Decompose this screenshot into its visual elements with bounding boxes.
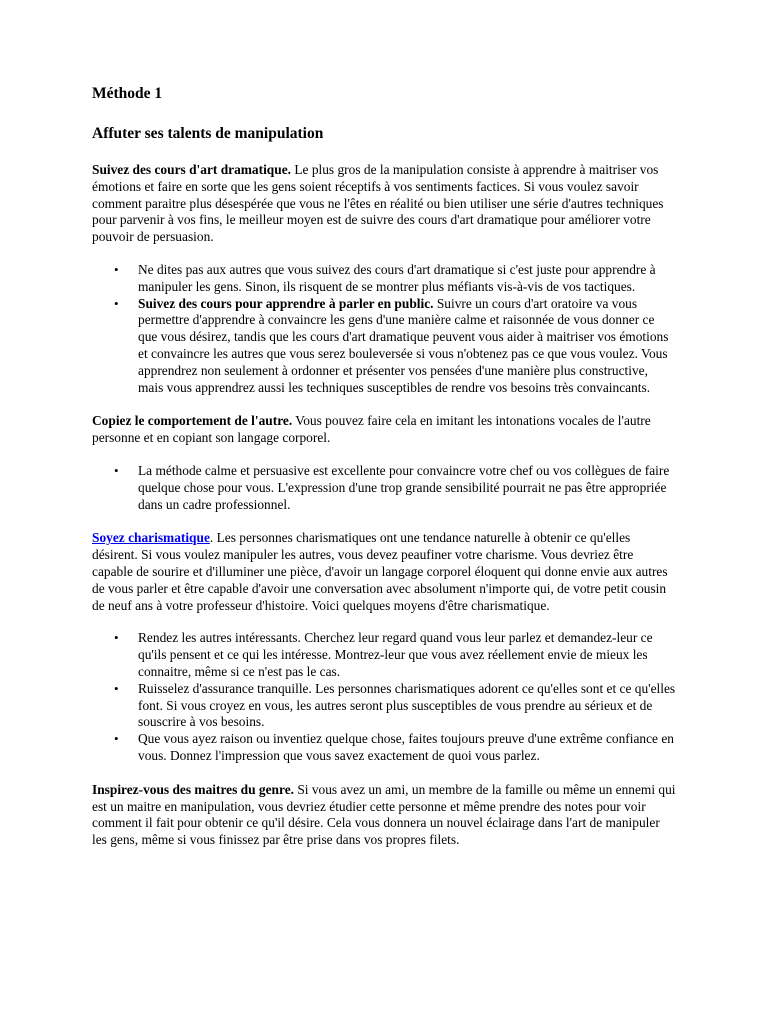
- bullet-icon: •: [114, 630, 119, 646]
- paragraph-text: Le plus gros de la manipulation consiste à apprendre à maitriser vos émotions et faire en sorte que les gens soient réceptifs à vos sentiments factices. Si vous voulez savoir comment paraitre plus désespérée que vous ne l'êtes en réalité ou bien utiliser une série d'autres techniques pour parvenir à vos fins, le meilleur moyen est de suivre des cours d'art dramatique pour améliorer votre pouvoir de persuasion.: [92, 162, 664, 245]
- bullet-icon: •: [114, 295, 119, 311]
- bullet-list-copy: [92, 463, 676, 513]
- paragraph-lead: Copiez le comportement de l'autre.: [92, 413, 293, 429]
- paragraph-text: Vous pouvez faire cela en imitant les intonations vocales de l'autre personne et en copiant son langage corporel.: [92, 413, 651, 446]
- paragraph-copy-behavior: [92, 413, 676, 447]
- list-item: [114, 295, 676, 397]
- bullet-icon: •: [114, 680, 119, 696]
- list-item-text: Ruisselez d'assurance tranquille. Les personnes charismatiques adorent ce qu'elles sont et ce qu'elles font. Si vous croyez en vous, les autres seront plus susceptibles de vous prendre au sérieux et de souscrire à vos besoins.: [138, 680, 676, 730]
- list-item: [114, 630, 676, 680]
- paragraph-text: . Les personnes charismatiques ont une tendance naturelle à obtenir ce qu'elles désirent. Si vous voulez manipuler les autres, vous devez peaufiner votre charisme. Vous devriez être capable de sourire et d'illuminer une pièce, d'avoir un langage corporel éloquent qui donne envie aux autres de vous parler et être capable d'avoir une conversation avec absolument n'importe qui, de votre petit cousin de neuf ans à votre professeur d'histoire. Voici quelques moyens d'être charismatique.: [92, 530, 668, 613]
- section-title: Affuter ses talents de manipulation: [92, 125, 324, 142]
- list-item-text: Suivre un cours d'art oratoire va vous permettre d'apprendre à convaincre les gens d'une manière calme et raisonnée de vous donner ce que vous désirez, tandis que les cours d'art dramatique peuvent vous aider à maitriser vos émotions et convaincre les autres que vous serez bouleversée si vous n'obtenez pas ce que vous voulez. Vous apprendrez non seulement à ordonner et présenter vos pensées d'une manière plus constructive, mais vous apprendrez aussi les techniques susceptibles de rendre vos besoins très convaincants.: [138, 295, 669, 395]
- paragraph-lead: Inspirez-vous des maitres du genre.: [92, 781, 294, 797]
- bullet-icon: •: [114, 261, 119, 277]
- list-item-text: La méthode calme et persuasive est excellente pour convaincre votre chef ou vos collègues de faire quelque chose pour vous. L'expression d'une trop grande sensibilité pourrait ne pas être appropriée dans un cadre professionnel.: [138, 462, 670, 512]
- bullet-icon: •: [114, 462, 119, 478]
- list-item-text: Ne dites pas aux autres que vous suivez des cours d'art dramatique si c'est juste pour apprendre à manipuler les gens. Sinon, ils risquent de se montrer plus méfiants vis-à-vis de vos tactiques.: [138, 261, 656, 294]
- paragraph-acting-classes: [92, 162, 676, 246]
- list-item-text: Que vous ayez raison ou inventiez quelque chose, faites toujours preuve d'une extrême confiance en vous. Donnez l'impression que vous savez exactement de quoi vous parlez.: [138, 731, 674, 763]
- list-item: [114, 680, 676, 731]
- list-item-lead: Suivez des cours pour apprendre à parler en public.: [138, 295, 434, 311]
- bullet-list-charisma: [92, 630, 676, 764]
- list-item: [114, 731, 676, 765]
- list-item-text: Rendez les autres intéressants. Cherchez leur regard quand vous leur parlez et demandez-leur ce qu'ils pensent et ce qui les intéresse. Montrez-leur que vous avez réellement envie de mieux les connaitre, même si ce n'est pas le cas.: [138, 630, 653, 679]
- bullet-icon: •: [114, 731, 119, 747]
- list-item: [114, 462, 676, 513]
- charisma-link[interactable]: Soyez charismatique: [92, 530, 210, 546]
- paragraph-text: Si vous avez un ami, un membre de la famille ou même un ennemi qui est un maitre en manipulation, vous devriez étudier cette personne et même prendre des notes pour voir comment il fait pour obtenir ce qu'il désire. Cela vous donnera un nouvel éclairage dans l'art de manipuler les gens, même si vous finissez par être prise dans vos propres filets.: [92, 781, 676, 848]
- paragraph-lead: Suivez des cours d'art dramatique.: [92, 162, 291, 177]
- method-title: Méthode 1: [92, 85, 163, 102]
- bullet-list-acting: [92, 262, 676, 396]
- paragraph-charisma: [92, 530, 676, 614]
- list-item: [114, 261, 676, 296]
- paragraph-masters: [92, 782, 676, 849]
